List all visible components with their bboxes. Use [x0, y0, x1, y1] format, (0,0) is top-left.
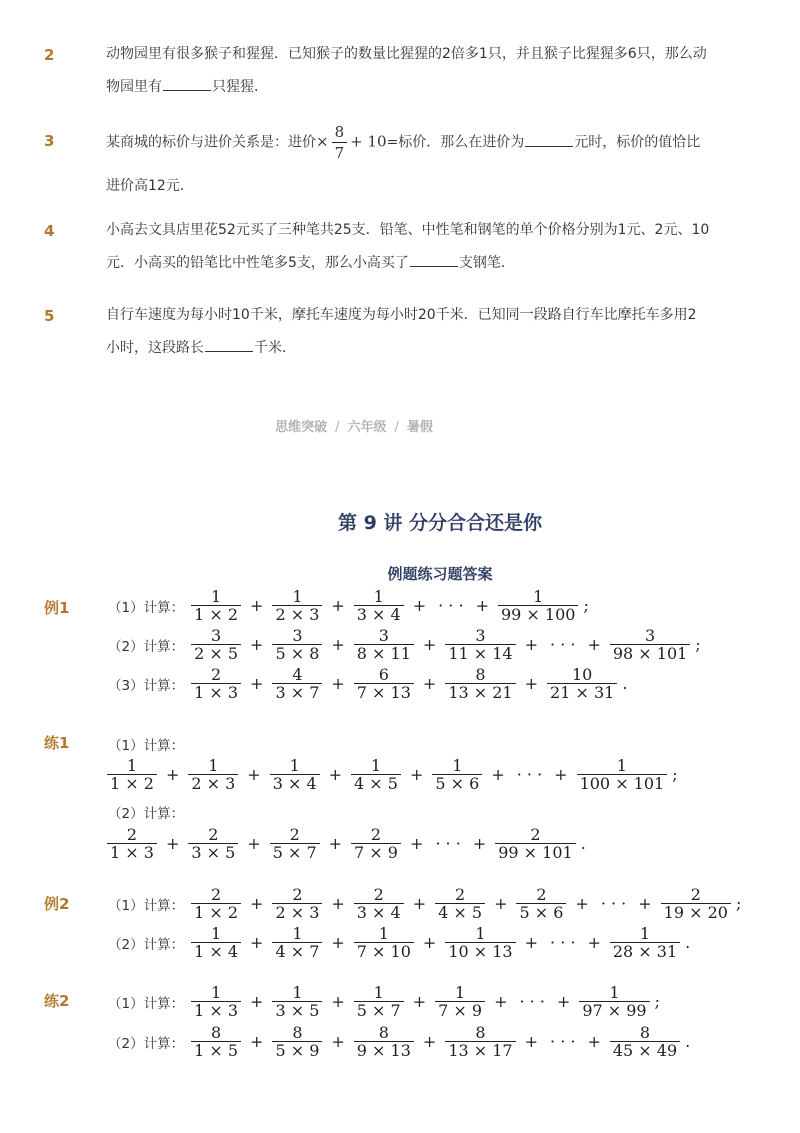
example-label-li2: 例2: [44, 895, 70, 913]
fraction: [191, 666, 241, 701]
calc-label: （1）计算：: [108, 897, 185, 914]
fraction: [516, 886, 566, 921]
denominator: 3 × 7: [272, 683, 322, 701]
fraction: [495, 826, 575, 861]
question-text: 动物园里有很多猴子和猩猩．已知猴子的数量比猩猩的2倍多1只，并且猴子比猩猩多6只，那么动 物园里有 只猩猩．: [106, 46, 707, 95]
math-line-label: （1）计算：: [108, 738, 185, 754]
fraction: [354, 984, 404, 1019]
numerator: 2: [690, 885, 701, 904]
plus-sign: +: [587, 933, 601, 952]
plus-sign: +: [165, 834, 180, 853]
numerator: 1: [210, 983, 222, 1002]
denominator: 99 × 100: [498, 605, 578, 623]
numerator: 1: [126, 756, 138, 775]
ellipsis: · · ·: [550, 1032, 576, 1051]
fraction: [191, 1024, 241, 1059]
plus-sign: +: [250, 933, 264, 952]
math-line: [108, 627, 701, 662]
denominator: 2 × 3: [272, 605, 322, 623]
math-line: [108, 886, 741, 921]
denominator: 2 × 5: [191, 644, 241, 662]
denominator: 45 × 49: [610, 1041, 680, 1059]
plus-sign: +: [475, 596, 489, 615]
ellipsis: · · ·: [519, 992, 545, 1011]
fraction: [272, 886, 322, 921]
fraction: [351, 826, 401, 861]
math-line: [108, 1024, 690, 1059]
numerator: 2: [536, 885, 547, 904]
fraction: [191, 588, 241, 623]
denominator: 3 × 4: [354, 605, 404, 623]
denominator: 1 × 2: [191, 605, 241, 623]
fraction: $\frac{8}{7}$: [332, 122, 348, 163]
numerator: 1: [373, 587, 384, 606]
plus-sign: +: [412, 596, 427, 615]
plus-sign: +: [587, 1032, 601, 1051]
plus-sign: +: [250, 1032, 264, 1051]
denominator: 1 × 2: [107, 774, 157, 792]
denominator: 3 × 4: [354, 903, 404, 921]
numerator: 1: [370, 756, 382, 775]
denominator: 100 × 101: [577, 774, 668, 792]
fraction: [547, 666, 617, 701]
plus-sign: +: [331, 894, 345, 913]
plus-sign: +: [638, 894, 652, 913]
numerator: 3: [475, 626, 486, 645]
numerator: 3: [210, 626, 222, 645]
math-line: [108, 984, 660, 1019]
fraction: [445, 666, 515, 701]
denominator: 5 × 7: [270, 843, 320, 861]
numerator: 8: [475, 1023, 486, 1042]
numerator: 1: [639, 924, 651, 943]
denominator: 5 × 9: [272, 1041, 322, 1059]
numerator: 8: [292, 1023, 303, 1042]
denominator: 2 × 3: [272, 903, 322, 921]
end-punctuation: ;: [583, 596, 589, 615]
numerator: 8: [475, 665, 486, 684]
fraction: [432, 757, 482, 792]
denominator: 3 × 4: [270, 774, 320, 792]
numerator: 8: [639, 1023, 651, 1042]
numerator: 1: [373, 983, 384, 1002]
denominator: 1 × 3: [191, 683, 241, 701]
end-punctuation: .: [622, 674, 628, 693]
numerator: 3: [645, 626, 656, 645]
denominator: 1 × 5: [191, 1041, 241, 1059]
numerator: 8: [210, 1023, 222, 1042]
plus-sign: +: [409, 765, 424, 784]
fraction: [435, 984, 485, 1019]
fraction: [610, 1024, 680, 1059]
math-line: [104, 757, 678, 792]
fraction: [445, 627, 515, 662]
denominator: 1 × 3: [107, 843, 157, 861]
numerator: 1: [609, 983, 620, 1002]
fraction: [579, 984, 649, 1019]
numerator: 2: [210, 885, 222, 904]
fraction: [272, 925, 322, 960]
plus-sign: +: [575, 894, 589, 913]
numerator: 6: [378, 665, 389, 684]
fraction: [107, 757, 157, 792]
fraction: [445, 925, 515, 960]
plus-sign: +: [250, 635, 264, 654]
fraction: [354, 666, 414, 701]
denominator: 19 × 20: [661, 903, 731, 921]
denominator: 2 × 3: [188, 774, 238, 792]
plus-sign: +: [491, 765, 505, 784]
question-number: 4: [44, 222, 55, 240]
plus-sign: +: [250, 894, 264, 913]
numerator: 2: [530, 825, 541, 844]
numerator: 1: [292, 983, 303, 1002]
denominator: 7 × 9: [435, 1001, 485, 1019]
calc-label: （1）计算：: [108, 599, 185, 616]
numerator: 1: [210, 924, 222, 943]
denominator: 11 × 14: [445, 644, 515, 662]
numerator: 4: [292, 665, 303, 684]
calc-label: （2）计算：: [108, 1035, 185, 1052]
plus-sign: +: [422, 635, 437, 654]
denominator: 13 × 17: [445, 1041, 515, 1059]
denominator: 3 × 5: [272, 1001, 322, 1019]
ellipsis: · · ·: [550, 933, 576, 952]
question-number: 2: [44, 46, 55, 64]
numerator: 2: [289, 825, 300, 844]
fraction: [610, 925, 680, 960]
lecture-title: 第 9 讲 分分合合还是你: [337, 512, 543, 534]
fraction: [188, 757, 238, 792]
numerator: 1: [475, 924, 486, 943]
numerator: 2: [373, 885, 384, 904]
end-punctuation: .: [580, 834, 586, 853]
fraction: [270, 826, 320, 861]
fraction: [498, 588, 578, 623]
math-line: [108, 666, 627, 701]
denominator: 8 × 11: [354, 644, 414, 662]
answer-blank[interactable]: [410, 265, 458, 267]
plus-sign: +: [328, 834, 343, 853]
ellipsis: · · ·: [516, 765, 543, 784]
fraction: [272, 588, 322, 623]
denominator: 5 × 6: [432, 774, 482, 792]
plus-sign: +: [412, 992, 427, 1011]
denominator: 1 × 2: [191, 903, 241, 921]
fraction: [354, 1024, 414, 1059]
plus-sign: +: [554, 765, 568, 784]
fraction: [354, 886, 404, 921]
denominator: 99 × 101: [495, 843, 575, 861]
plus-sign: +: [422, 1032, 437, 1051]
numerator: 10: [571, 665, 593, 684]
numerator: 1: [289, 756, 300, 775]
math-line-label: （2）计算：: [108, 806, 185, 822]
question-text: 小高去文具店里花52元买了三种笔共25支．铅笔、中性笔和钢笔的单个价格分别为1元、2元、10 元．小高买的铅笔比中性笔多5支，那么小高买了 支钢笔．: [106, 222, 710, 271]
calc-label: （2）计算：: [108, 638, 185, 655]
end-punctuation: ;: [695, 635, 701, 654]
denominator: 1 × 3: [191, 1001, 241, 1019]
calc-label: （2）计算：: [108, 936, 185, 953]
end-punctuation: ;: [672, 765, 678, 784]
question-number: 3: [44, 132, 55, 150]
plus-sign: +: [472, 834, 487, 853]
denominator: 5 × 7: [354, 1001, 404, 1019]
fraction: [354, 925, 414, 960]
question-number: 5: [44, 307, 55, 325]
denominator: 5 × 6: [516, 903, 566, 921]
fraction: [272, 1024, 322, 1059]
plus-sign: +: [524, 674, 539, 693]
plus-sign: +: [250, 674, 264, 693]
fraction: [435, 886, 485, 921]
denominator: 4 × 5: [351, 774, 401, 792]
numerator: 1: [378, 924, 389, 943]
numerator: 1: [455, 983, 466, 1002]
plus-sign: +: [165, 765, 180, 784]
numerator: 1: [616, 756, 627, 775]
end-punctuation: ;: [735, 894, 742, 913]
fraction: [188, 826, 238, 861]
plus-sign: +: [250, 992, 264, 1011]
numerator: 2: [370, 825, 382, 844]
fraction: [351, 757, 401, 792]
plus-sign: +: [331, 992, 345, 1011]
plus-sign: +: [331, 596, 345, 615]
end-punctuation: .: [685, 1032, 691, 1051]
fraction: [107, 826, 157, 861]
plus-sign: +: [422, 933, 437, 952]
fraction: [661, 886, 731, 921]
denominator: 4 × 5: [435, 903, 485, 921]
fraction: [272, 984, 322, 1019]
fraction: [191, 984, 241, 1019]
ellipsis: · · ·: [438, 596, 464, 615]
plus-sign: +: [331, 635, 345, 654]
math-line: [108, 588, 589, 623]
fraction: [354, 627, 414, 662]
denominator: 21 × 31: [547, 683, 617, 701]
answer-blank[interactable]: [525, 145, 573, 147]
denominator: 9 × 13: [354, 1041, 414, 1059]
footer-breadcrumb: 思维突破 / 六年级 / 暑假: [275, 420, 433, 435]
math-line: [104, 826, 586, 861]
plus-sign: +: [494, 992, 508, 1011]
plus-sign: +: [247, 765, 261, 784]
example-label-li1: 例1: [44, 599, 70, 617]
denominator: 10 × 13: [445, 942, 515, 960]
section-subtitle: 例题练习题答案: [387, 565, 493, 583]
numerator: 3: [378, 626, 389, 645]
plus-sign: +: [331, 674, 345, 693]
example-label-lian2: 练2: [44, 992, 70, 1010]
numerator: 2: [208, 825, 219, 844]
ellipsis: · · ·: [435, 834, 461, 853]
denominator: 7 × 10: [354, 942, 414, 960]
end-punctuation: .: [685, 933, 691, 952]
question-text: 自行车速度为每小时10千米，摩托车速度为每小时20千米．已知同一段路自行车比摩托车多用2 小时，这段路长 千米．: [106, 307, 697, 356]
numerator: 2: [292, 885, 303, 904]
plus-sign: +: [524, 1032, 539, 1051]
answer-blank[interactable]: [205, 350, 253, 352]
numerator: 1: [452, 756, 463, 775]
plus-sign: +: [328, 765, 343, 784]
plus-sign: +: [412, 894, 427, 913]
numerator: 1: [210, 587, 222, 606]
plus-sign: +: [587, 635, 601, 654]
denominator: 98 × 101: [610, 644, 690, 662]
numerator: 2: [126, 825, 138, 844]
fraction: [354, 588, 404, 623]
fraction: [191, 627, 241, 662]
fraction: [191, 886, 241, 921]
plus-sign: +: [409, 834, 424, 853]
plus-sign: +: [247, 834, 261, 853]
numerator: 1: [292, 587, 303, 606]
denominator: 3 × 5: [188, 843, 238, 861]
fraction: [445, 1024, 515, 1059]
calc-label: （3）计算：: [108, 677, 185, 694]
denominator: 97 × 99: [579, 1001, 649, 1019]
numerator: 1: [292, 924, 303, 943]
fraction: [577, 757, 668, 792]
denominator: 7 × 9: [351, 843, 401, 861]
numerator: 1: [533, 587, 544, 606]
math-line: [108, 925, 690, 960]
example-label-lian1: 练1: [44, 734, 70, 752]
numerator: 3: [292, 626, 303, 645]
end-punctuation: ;: [654, 992, 660, 1011]
denominator: 7 × 13: [354, 683, 414, 701]
calc-label: （1）计算：: [108, 995, 185, 1012]
plus-sign: +: [524, 933, 539, 952]
fraction: [272, 666, 322, 701]
denominator: 13 × 21: [445, 683, 515, 701]
fraction: [610, 627, 690, 662]
numerator: 8: [378, 1023, 389, 1042]
plus-sign: +: [494, 894, 508, 913]
plus-sign: +: [331, 933, 345, 952]
numerator: 1: [208, 756, 219, 775]
fraction: [191, 925, 241, 960]
plus-sign: +: [422, 674, 437, 693]
ellipsis: · · ·: [600, 894, 627, 913]
denominator: 1 × 4: [191, 942, 241, 960]
answer-blank[interactable]: [163, 89, 211, 91]
numerator: 2: [455, 885, 466, 904]
fraction: [272, 627, 322, 662]
fraction: [270, 757, 320, 792]
plus-sign: +: [556, 992, 571, 1011]
numerator: 2: [210, 665, 222, 684]
denominator: 28 × 31: [610, 942, 680, 960]
plus-sign: +: [524, 635, 539, 654]
question-text: 某商城的标价与进价关系是：进价× $\frac{8}{7}$ + 10=标价．那么在进价为 元时，标价的值恰比 进价高12元．: [106, 123, 701, 194]
denominator: 4 × 7: [272, 942, 322, 960]
plus-sign: +: [331, 1032, 345, 1051]
ellipsis: · · ·: [550, 635, 576, 654]
plus-sign: +: [250, 596, 264, 615]
denominator: 5 × 8: [272, 644, 322, 662]
